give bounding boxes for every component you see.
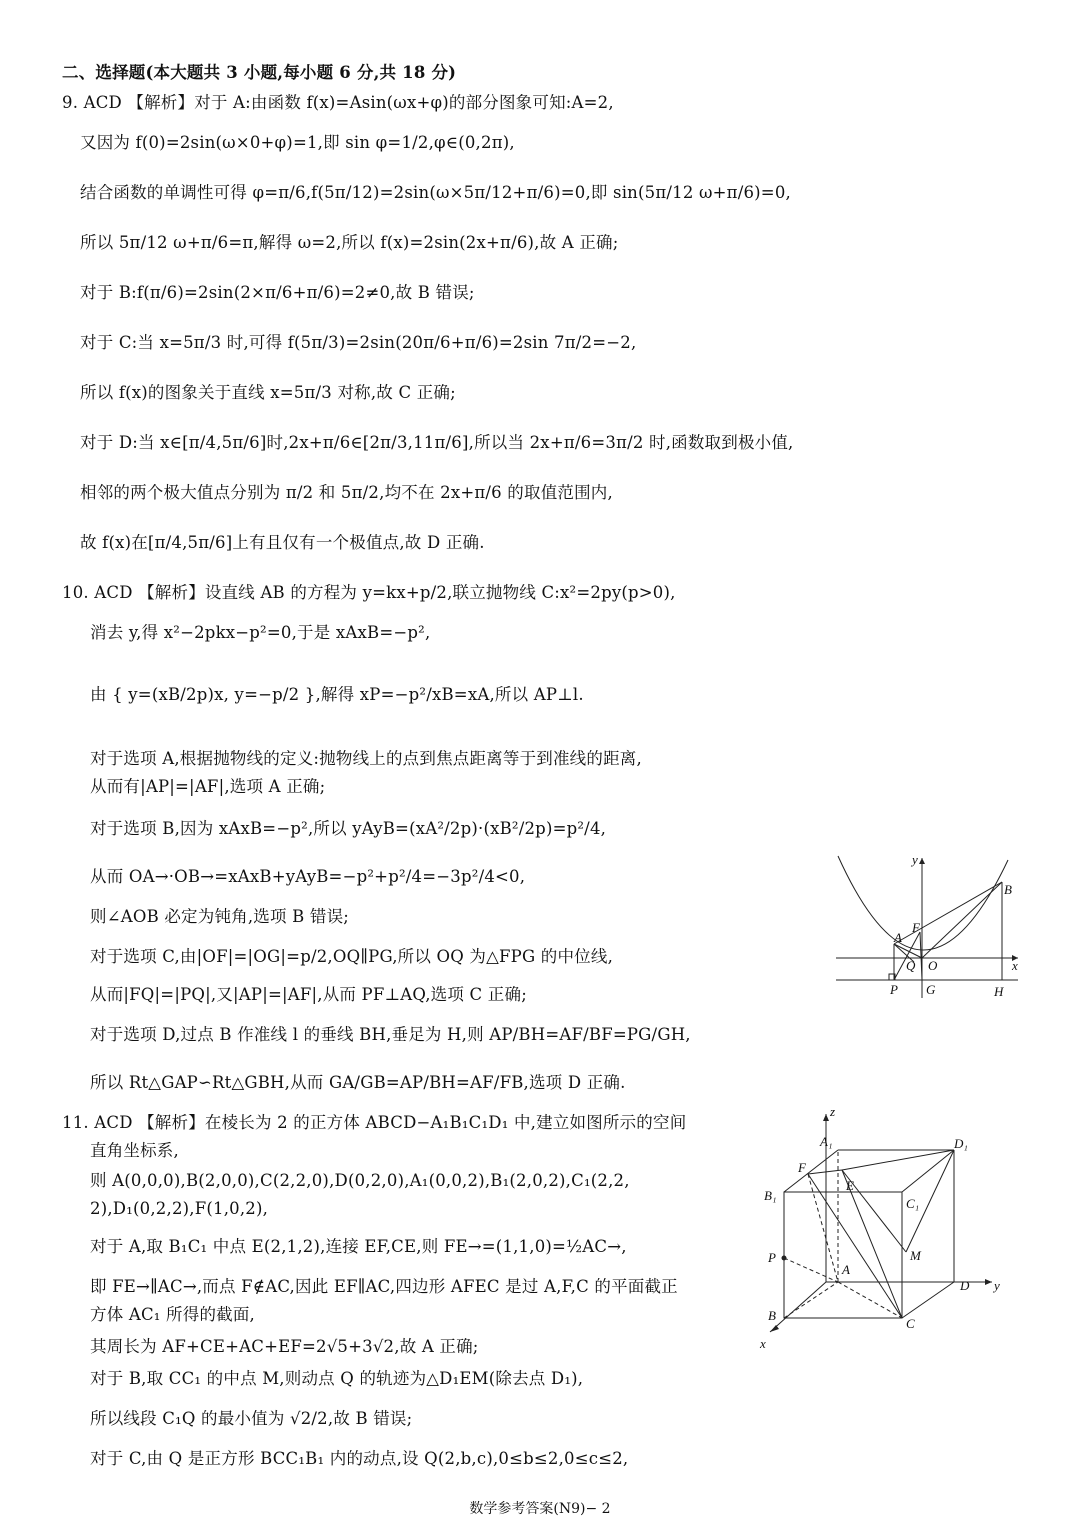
q10-line: 所以 Rt△GAP∽Rt△GBH,从而 GA/GB=AP/BH=AF/FB,选项 D 正确. (90, 1073, 626, 1092)
fig-label: O (928, 958, 938, 973)
fig-label: D₁ (954, 1136, 968, 1151)
page-footer: 数学参考答案(N9)− 2 (469, 1501, 611, 1517)
fig-label: y (994, 1278, 1000, 1293)
fig-label: A₁ (820, 1134, 833, 1149)
fig-label: F (798, 1160, 806, 1175)
q9-line: 又因为 f(0)=2sin(ω×0+φ)=1,即 sin φ=1/2,φ∈(0,2π), (80, 133, 515, 152)
fig-label: A (842, 1262, 850, 1277)
q11-line: 对于 C,由 Q 是正方形 BCC₁B₁ 内的动点,设 Q(2,b,c),0≤b≤2,0≤c≤2, (90, 1449, 629, 1468)
fig-label: B (1004, 882, 1012, 897)
q10-line: 从而 OA→·OB→=xAxB+yAyB=−p²+p²/4=−3p²/4<0, (90, 867, 526, 886)
q11-line: 直角坐标系, (90, 1141, 179, 1160)
q11-line: 其周长为 AF+CE+AC+EF=2√5+3√2,故 A 正确; (90, 1337, 479, 1356)
fig-label: B₁ (764, 1188, 777, 1203)
fig-label: P (768, 1250, 776, 1265)
fig-label: H (994, 984, 1004, 999)
fig-label: Q (906, 958, 916, 973)
fig-label: x (1012, 958, 1018, 973)
q11-line: 即 FE→∥AC→,而点 F∉AC,因此 EF∥AC,四边形 AFEC 是过 A,F,C 的平面截正 (90, 1277, 678, 1296)
q11-line: 2),D₁(0,2,2),F(1,0,2), (90, 1199, 269, 1218)
fig-label: y (912, 852, 918, 867)
cube-figure (756, 1104, 1006, 1354)
q10-line: 对于选项 D,过点 B 作准线 l 的垂线 BH,垂足为 H,则 AP/BH=AF/BF=PG/GH, (90, 1025, 691, 1044)
q11-line: 对于 A,取 B₁C₁ 中点 E(2,1,2),连接 EF,CE,则 FE→=(1,1,0)=½AC→, (90, 1237, 627, 1256)
fig-label: D (960, 1278, 970, 1293)
fig-label: x (760, 1336, 766, 1351)
fig-label: A (894, 930, 902, 945)
fig-label: F (912, 920, 920, 935)
q9-line: 9. ACD 【解析】对于 A:由函数 f(x)=Asin(ωx+φ)的部分图象可知:A=2, (62, 93, 614, 112)
q10-line: 对于选项 A,根据抛物线的定义:抛物线上的点到焦点距离等于到准线的距离, (90, 749, 642, 768)
q9-line: 所以 5π/12 ω+π/6=π,解得 ω=2,所以 f(x)=2sin(2x+π/6),故 A 正确; (80, 233, 619, 252)
q10-line: 消去 y,得 x²−2pkx−p²=0,于是 xAxB=−p², (90, 623, 431, 642)
section-title: 二、选择题(本大题共 3 小题,每小题 6 分,共 18 分) (62, 63, 457, 82)
q10-line: 从而有|AP|=|AF|,选项 A 正确; (90, 777, 326, 796)
fig-label: B (768, 1308, 776, 1323)
q11-line: 所以线段 C₁Q 的最小值为 √2/2,故 B 错误; (90, 1409, 413, 1428)
q10-line: 则∠AOB 必定为钝角,选项 B 错误; (90, 907, 350, 926)
q9-line: 对于 B:f(π/6)=2sin(2×π/6+π/6)=2≠0,故 B 错误; (80, 283, 475, 302)
fig-label: G (926, 982, 936, 997)
parabola-figure (832, 852, 1032, 1002)
q9-line: 相邻的两个极大值点分别为 π/2 和 5π/2,均不在 2x+π/6 的取值范围内, (80, 483, 613, 502)
q10-line: 由 { y=(xB/2p)x, y=−p/2 },解得 xP=−p²/xB=xA,所以 AP⊥l. (90, 685, 584, 704)
fig-label: C₁ (906, 1196, 920, 1211)
q10-line: 10. ACD 【解析】设直线 AB 的方程为 y=kx+p/2,联立抛物线 C:x²=2py(p>0), (62, 583, 676, 602)
q10-line: 从而|FQ|=|PQ|,又|AP|=|AF|,从而 PF⊥AQ,选项 C 正确; (90, 985, 527, 1004)
q9-line: 结合函数的单调性可得 φ=π/6,f(5π/12)=2sin(ω×5π/12+π/6)=0,即 sin(5π/12 ω+π/6)=0, (80, 183, 791, 202)
q10-line: 对于选项 C,由|OF|=|OG|=p/2,OQ∥PG,所以 OQ 为△FPG 的中位线, (90, 947, 614, 966)
fig-label: P (890, 982, 898, 997)
q11-line: 对于 B,取 CC₁ 的中点 M,则动点 Q 的轨迹为△D₁EM(除去点 D₁), (90, 1369, 584, 1388)
q9-line: 故 f(x)在[π/4,5π/6]上有且仅有一个极值点,故 D 正确. (80, 533, 485, 552)
q10-line: 对于选项 B,因为 xAxB=−p²,所以 yAyB=(xA²/2p)·(xB²/2p)=p²/4, (90, 819, 607, 838)
fig-label: E (846, 1178, 854, 1193)
front-face (784, 1192, 902, 1318)
line-ab (894, 882, 1002, 944)
parabola-curve (838, 856, 1008, 950)
q9-line: 对于 C:当 x=5π/3 时,可得 f(5π/3)=2sin(20π/6+π/6)=2sin 7π/2=−2, (80, 333, 637, 352)
q11-line: 方体 AC₁ 所得的截面, (90, 1305, 255, 1324)
fig-label: M (910, 1248, 921, 1263)
fig-label: C (906, 1316, 915, 1331)
q11-line: 则 A(0,0,0),B(2,0,0),C(2,2,0),D(0,2,0),A₁(0,0,2),B₁(2,0,2),C₁(2,2, (90, 1171, 630, 1190)
q9-line: 对于 D:当 x∈[π/4,5π/6]时,2x+π/6∈[2π/3,11π/6],所以当 2x+π/6=3π/2 时,函数取到极小值, (80, 433, 794, 452)
q11-line: 11. ACD 【解析】在棱长为 2 的正方体 ABCD−A₁B₁C₁D₁ 中,建立如图所示的空间 (62, 1113, 687, 1132)
fig-label: z (830, 1104, 836, 1119)
q9-line: 所以 f(x)的图象关于直线 x=5π/3 对称,故 C 正确; (80, 383, 456, 402)
